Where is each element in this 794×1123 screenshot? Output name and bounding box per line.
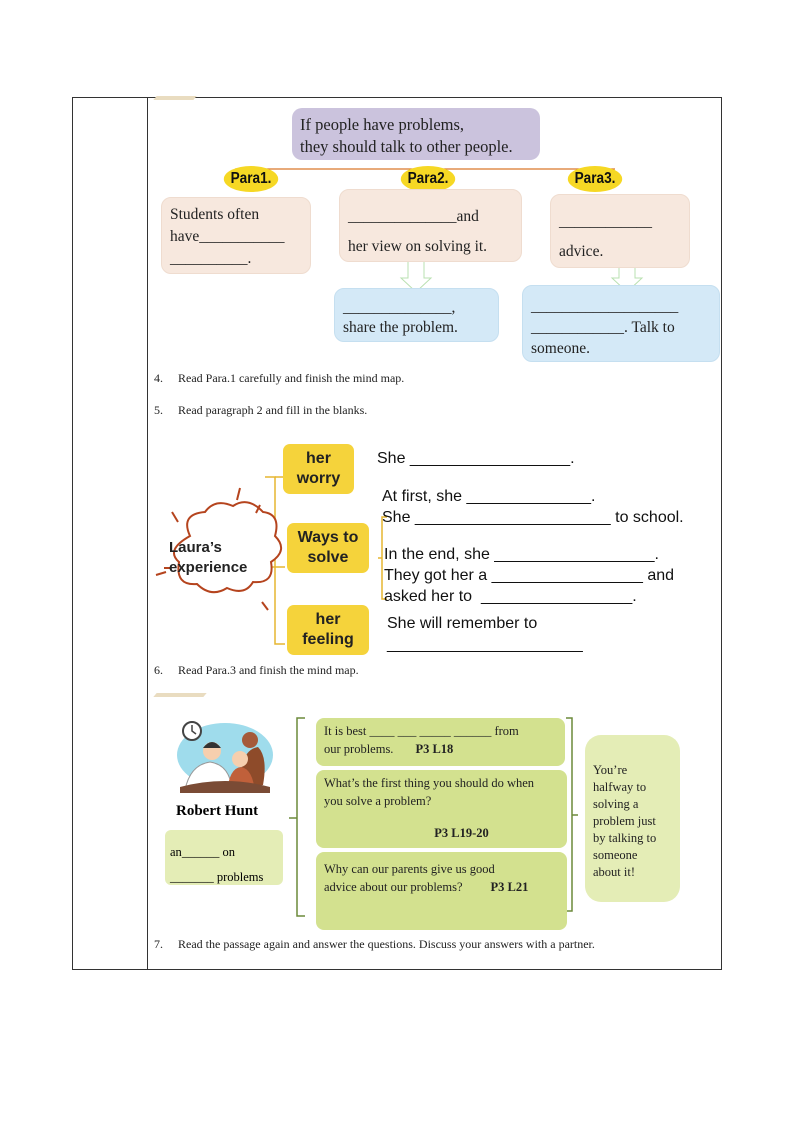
num: 6. [154, 663, 163, 677]
text: advice. [559, 243, 604, 260]
text: about it! [593, 865, 636, 879]
blank[interactable]: ______________, [343, 299, 456, 316]
blank[interactable]: ___________ [199, 228, 285, 245]
text: Read Para.1 carefully and finish the mind map. [178, 371, 405, 385]
feeling-line: She will remember to [387, 615, 538, 632]
her-feeling-box [287, 605, 369, 655]
instruction-7 [154, 937, 595, 952]
text: solving a [593, 797, 639, 811]
para2-sub-box [334, 288, 499, 342]
quote-box [585, 735, 680, 902]
solve-line[interactable]: She ______________________ to school. [382, 509, 684, 526]
worry-line[interactable]: She __________________. [377, 450, 575, 467]
text: her [306, 450, 331, 467]
decorative-strip [153, 693, 206, 697]
blank[interactable]: _______ [170, 870, 214, 884]
text: You’re [593, 763, 628, 777]
text: Students often [170, 206, 260, 223]
person-name: Robert Hunt [176, 803, 259, 819]
main-idea-line: If people have problems, [300, 115, 465, 134]
blank[interactable]: ____________ [559, 213, 652, 230]
text[interactable]: It is best ____ ___ _____ ______ from [324, 724, 519, 738]
text: on [222, 845, 235, 859]
reference: P3 L18 [415, 742, 454, 756]
solve-line[interactable]: asked her to _________________. [384, 588, 637, 605]
para3-box [550, 194, 690, 268]
blank[interactable]: ______ [181, 845, 220, 859]
num: 4. [154, 371, 163, 385]
text: our problems. [324, 742, 394, 756]
text: problem just [593, 814, 656, 828]
question-box-1 [316, 718, 565, 766]
para1-box [161, 197, 311, 274]
reference: P3 L19-20 [434, 826, 489, 840]
text: her [315, 611, 341, 628]
text: halfway to [593, 780, 647, 794]
decorative-strip [153, 96, 196, 100]
para3-sub-box [522, 285, 720, 362]
text: problems [216, 870, 264, 884]
para3-tag: Para3. [568, 166, 622, 192]
feeling-blank[interactable]: ______________________ [387, 636, 583, 653]
question-box-3 [316, 852, 567, 930]
text: Read paragraph 2 and fill in the blanks. [178, 403, 368, 417]
blank[interactable]: ____________ [531, 319, 624, 336]
para1-tag: Para1. [224, 166, 278, 192]
question-box-2 [316, 770, 567, 848]
text: feeling [302, 631, 354, 648]
text: advice about our problems? [324, 880, 463, 894]
text: Ways to [297, 529, 359, 546]
blank[interactable]: __________. [170, 250, 252, 267]
text: Why can our parents give us good [324, 862, 495, 876]
text: someone [593, 848, 638, 862]
para2-box [339, 189, 522, 262]
blank[interactable]: ______________ [348, 208, 457, 225]
text: Laura’s [169, 539, 222, 556]
column-divider [147, 97, 148, 970]
text: . Talk to [624, 319, 675, 336]
reference: P3 L21 [490, 880, 529, 894]
instruction-6 [154, 663, 359, 678]
blank[interactable]: ___________________ [531, 298, 679, 315]
text: an [170, 845, 182, 859]
text: by talking to [593, 831, 657, 845]
text: share the problem. [343, 319, 458, 336]
solve-line[interactable]: In the end, she __________________. [384, 546, 659, 563]
para2-tag: Para2. [401, 166, 455, 192]
doctor-illustration [175, 715, 275, 795]
text: and [456, 208, 479, 225]
text: Read Para.3 and finish the mind map. [178, 663, 359, 677]
main-idea-box [292, 108, 540, 160]
text: you solve a problem? [324, 794, 432, 808]
num: 5. [154, 403, 163, 417]
solve-line[interactable]: At first, she ______________. [382, 488, 596, 505]
text: experience [169, 559, 248, 576]
text: her view on solving it. [348, 238, 488, 255]
main-idea-line: they should talk to other people. [300, 137, 513, 156]
text: worry [296, 470, 341, 487]
text: solve [307, 549, 349, 566]
text: What’s the first thing you should do when [324, 776, 535, 790]
solve-line[interactable]: They got her a _________________ and [384, 567, 675, 584]
text: someone. [531, 340, 590, 357]
ways-to-solve-box [287, 523, 369, 573]
text: have [170, 228, 200, 245]
num: 7. [154, 937, 163, 951]
instruction-5 [154, 403, 367, 418]
text: Read the passage again and answer the questions. Discuss your answers with a partner. [178, 937, 595, 951]
her-worry-box [283, 444, 354, 494]
instruction-4 [154, 371, 404, 386]
role-box [165, 830, 283, 885]
laura-experience-label [169, 538, 247, 578]
